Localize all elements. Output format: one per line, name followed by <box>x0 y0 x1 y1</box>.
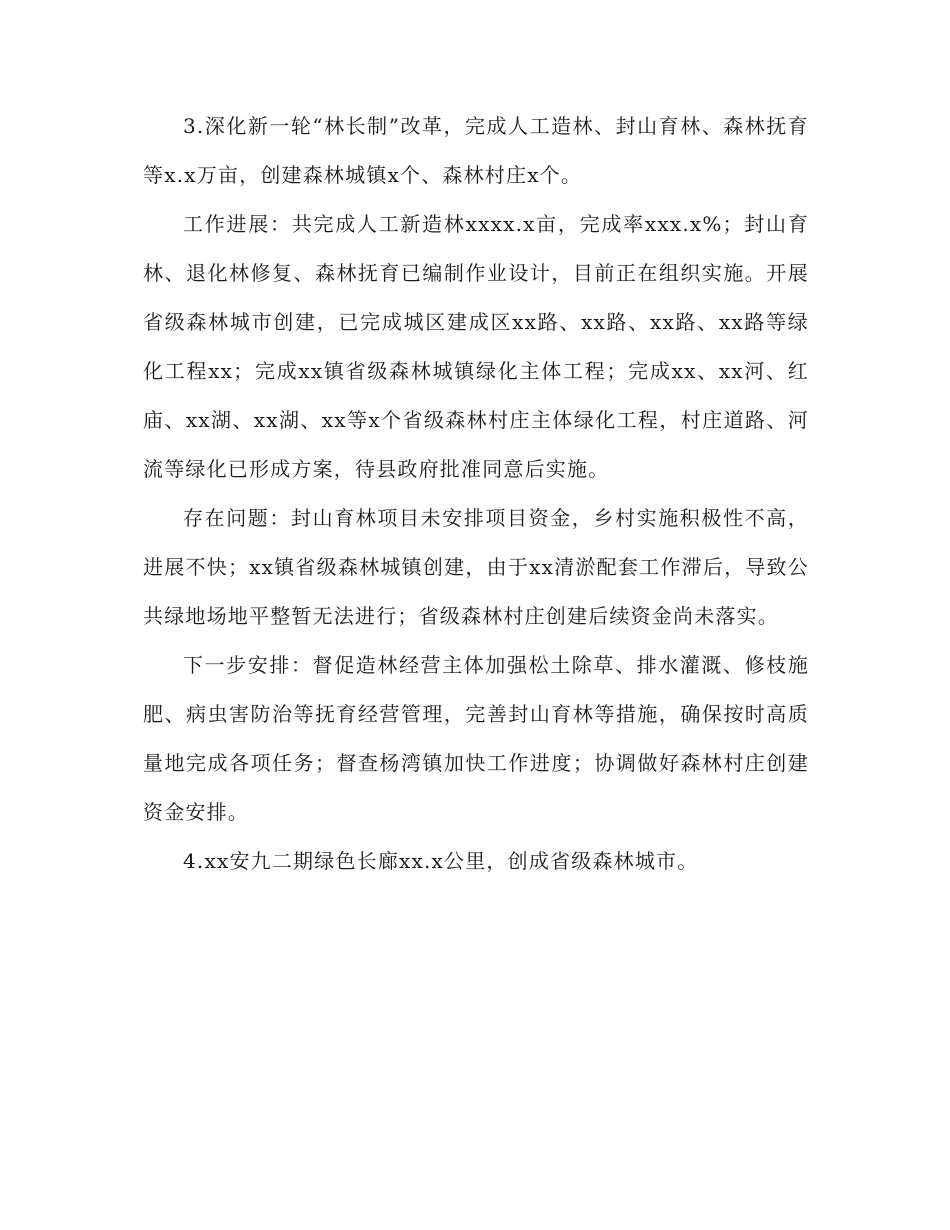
paragraph-task-3: 3.深化新一轮“林长制”改革，完成人工造林、封山育林、森林抚育等x.x万亩，创建森林城镇x个、森林村庄x个。 <box>143 114 809 187</box>
document-body <box>143 102 809 886</box>
paragraph-task-4: 4.xx安九二期绿色长廊xx.x公里，创成省级森林城市。 <box>183 849 699 873</box>
paragraph-progress: 工作进展：共完成人工新造林xxxx.x亩，完成率xxx.x%；封山育林、退化林修复、森林抚育已编制作业设计，目前正在组织实施。开展省级森林城市创建，已完成城区建成区xx路、xx路、xx路、xx路等绿化工程xx；完成xx镇省级森林城镇绿化主体工程；完成xx、xx河、红庙、xx湖、xx湖、xx等x个省级森林村庄主体绿化工程，村庄道路、河流等绿化已形成方案，待县政府批准同意后实施。 <box>143 212 809 481</box>
paragraph-problems: 存在问题：封山育林项目未安排项目资金，乡村实施积极性不高，进展不快；xx镇省级森林城镇创建，由于xx清淤配套工作滞后，导致公共绿地场地平整暂无法进行；省级森林村庄创建后续资金尚未落实。 <box>143 506 809 628</box>
paragraph-next-steps: 下一步安排：督促造林经营主体加强松土除草、排水灌溉、修枝施肥、病虫害防治等抚育经营管理，完善封山育林等措施，确保按时高质量地完成各项任务；督查杨湾镇加快工作进度；协调做好森林村庄创建资金安排。 <box>143 653 809 824</box>
